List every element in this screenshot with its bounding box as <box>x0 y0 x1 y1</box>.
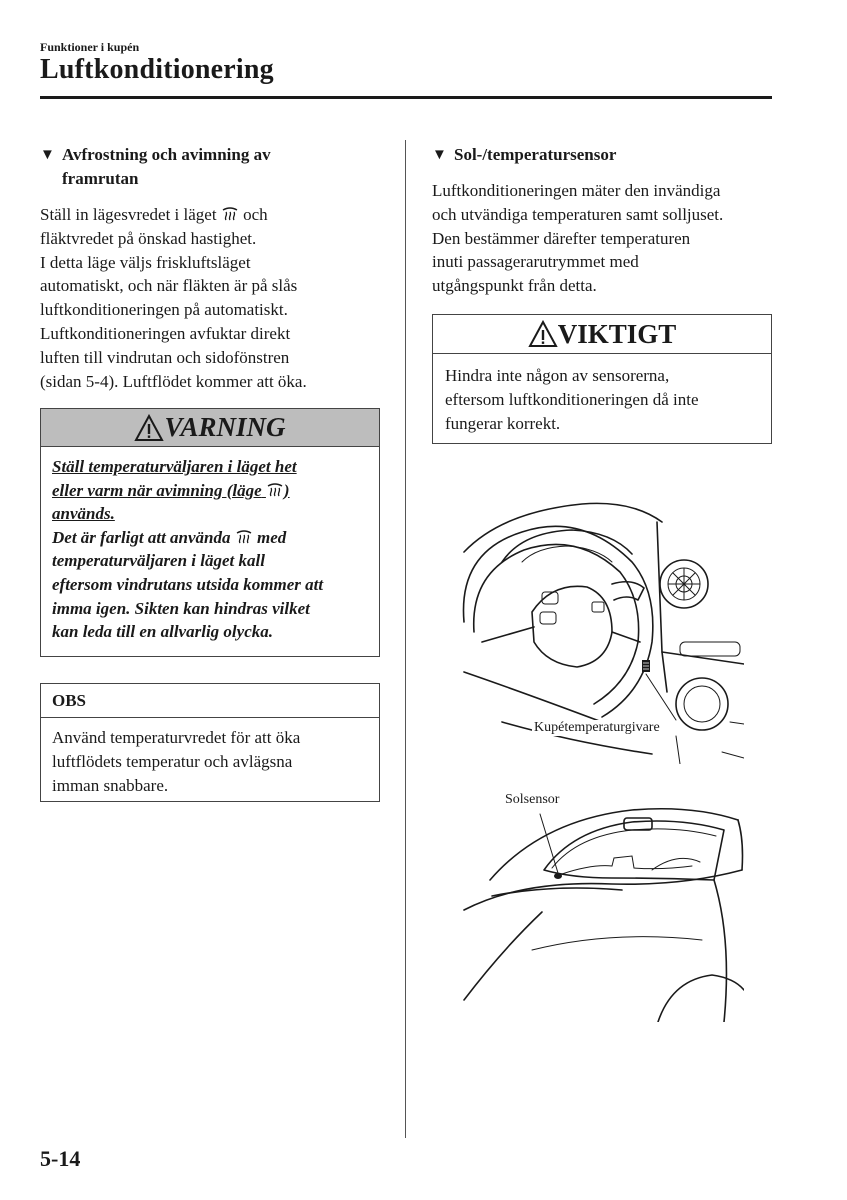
text-line: fläktvredet på önskad hastighet. <box>40 228 257 248</box>
warning-header <box>41 409 379 447</box>
text-line: eller varm när avimning (läge <box>52 480 262 500</box>
triangle-down-icon: ▼ <box>40 147 55 163</box>
sun-sensor-illustration <box>462 800 744 1022</box>
warning-triangle-icon <box>528 320 558 348</box>
text-line: Hindra inte någon av sensorerna, <box>445 366 670 385</box>
defrost-mode-icon <box>221 206 239 222</box>
text-line: Luftkonditioneringen mäter den invändiga <box>432 181 721 200</box>
text-line: med <box>257 527 287 547</box>
text-line: luften till vindrutan och sidofönstren <box>40 347 290 367</box>
sensor-paragraph <box>432 179 772 298</box>
text-line: kan leda till en allvarlig olycka. <box>52 622 273 642</box>
important-box <box>432 314 772 444</box>
text-line: och utvändiga temperaturen samt solljuset. <box>432 204 724 224</box>
text-line: Det är farligt att använda <box>52 527 231 547</box>
text-line: eftersom vindrutans utsida kommer att <box>52 574 324 594</box>
heading-line: Avfrostning och avimning av <box>62 145 271 164</box>
text-line: temperaturväljaren i läget kall <box>52 551 265 571</box>
text-line: automatiskt, och när fläkten är på slås <box>40 276 298 296</box>
text-line: luftkonditioneringen på automatiskt. <box>40 300 288 320</box>
header-rule <box>40 96 772 99</box>
heading-line: framrutan <box>62 169 139 188</box>
text-line: I detta läge väljs friskluftsläget <box>40 252 251 272</box>
warning-text <box>41 447 379 652</box>
text-line: imma igen. Sikten kan hindras vilket <box>52 598 310 618</box>
figure-caption: Kupétemperaturgivare <box>534 720 660 735</box>
warning-triangle-icon <box>134 414 164 442</box>
text-line: ) <box>283 480 290 500</box>
text-line: imman snabbare. <box>52 775 169 795</box>
defrost-mode-icon <box>235 529 253 545</box>
text-line: inuti passagerarutrymmet med <box>432 252 639 272</box>
defrost-paragraph <box>40 203 380 393</box>
text-line: Luftkonditioneringen avfuktar direkt <box>40 323 291 343</box>
note-box <box>40 683 380 802</box>
section-kicker: Funktioner i kupén <box>40 40 140 54</box>
figure-caption: Solsensor <box>505 792 560 807</box>
important-title: VIKTIGT <box>557 318 677 349</box>
section-heading-defrost <box>40 143 380 191</box>
text-line: Den bestämmer därefter temperaturen <box>432 228 691 248</box>
heading-line: Sol-/temperatursensor <box>454 145 617 164</box>
page-title: Luftkonditionering <box>40 54 274 85</box>
note-title: OBS <box>41 684 379 718</box>
defrost-mode-icon <box>266 482 284 498</box>
text-line: luftflödets temperatur och avlägsna <box>52 751 293 771</box>
text-line: utgångspunkt från detta. <box>432 276 597 296</box>
text-line: eftersom luftkonditioneringen då inte <box>445 389 699 409</box>
triangle-down-icon: ▼ <box>432 147 447 163</box>
text-line: används. <box>52 504 115 524</box>
note-text <box>41 718 379 805</box>
text-line: fungerar korrekt. <box>445 413 561 433</box>
page-number: 5-14 <box>40 1146 81 1171</box>
column-divider <box>405 140 406 1138</box>
text-line: Använd temperaturvredet för att öka <box>52 728 301 747</box>
text-line: och <box>243 205 268 224</box>
important-header <box>433 315 771 354</box>
warning-box <box>40 408 380 657</box>
text-line: Ställ in lägesvredet i läget <box>40 205 217 224</box>
important-text <box>433 354 771 445</box>
section-heading-sensor <box>432 143 772 167</box>
text-line: (sidan 5-4). Luftflödet kommer att öka. <box>40 371 307 391</box>
warning-title: VARNING <box>164 412 286 442</box>
text-line: Ställ temperaturväljaren i läget het <box>52 457 297 476</box>
